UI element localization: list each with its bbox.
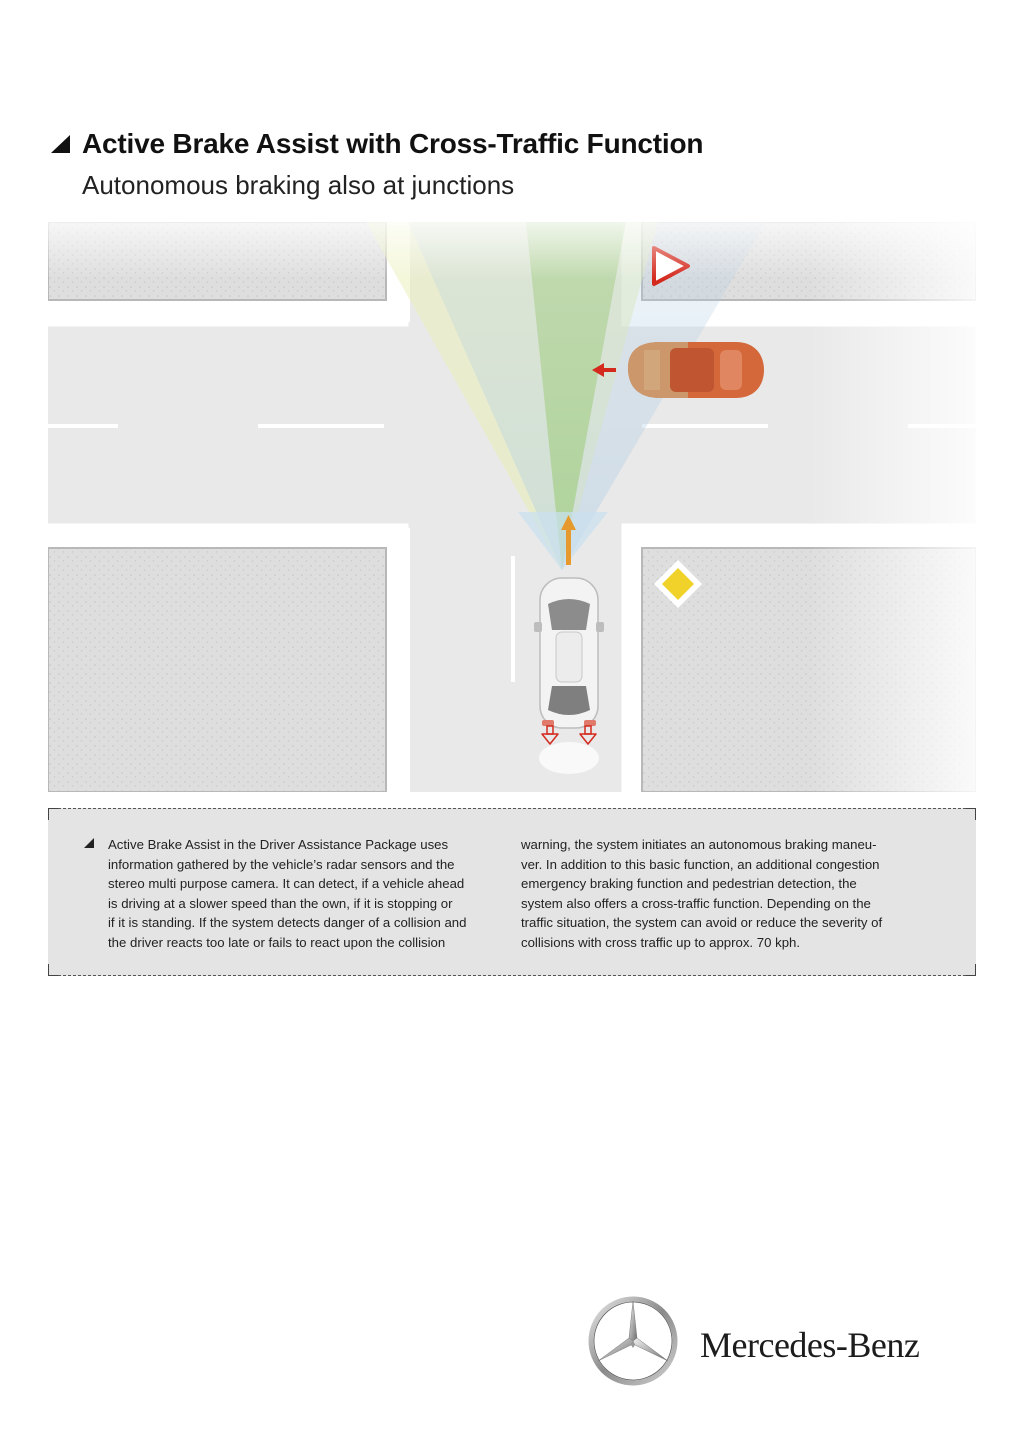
text-line: information gathered by the vehicle’s radar sensors and the [108, 856, 455, 872]
text-line: emergency braking function and pedestrian detection, the [521, 876, 857, 892]
corner-mark [966, 964, 976, 976]
corner-mark [48, 808, 58, 820]
title-triangle-icon [50, 134, 70, 154]
page-subtitle: Autonomous braking also at junctions [82, 170, 515, 200]
corner-mark [966, 808, 976, 820]
text-line: the driver reacts too late or fails to react upon the collision [108, 934, 446, 950]
description-box [48, 808, 976, 976]
text-line: traffic situation, the system can avoid or reduce the severity of [521, 915, 883, 931]
page-header [50, 128, 980, 200]
description-column-1 [108, 835, 500, 953]
text-line: is driving at a slower speed than the own, if it is stopping or [108, 895, 453, 911]
text-line: collisions with cross traffic up to approx. 70 kph. [521, 934, 801, 950]
description-column-2 [521, 835, 931, 953]
brand-logo [588, 1296, 948, 1386]
text-line: system also offers a cross-traffic function. Depending on the [521, 895, 871, 911]
text-line: if it is standing. If the system detects danger of a collision and [108, 915, 467, 931]
title-row [50, 128, 980, 160]
top-fade [48, 222, 976, 792]
box-dashed-bottom [48, 975, 976, 976]
junction-illustration [48, 222, 976, 792]
corner-mark [48, 964, 58, 976]
text-line: warning, the system initiates an autonomous braking maneu- [521, 837, 877, 852]
three-pointed-star-icon [588, 1296, 678, 1386]
text-line: ver. In addition to this basic function, an additional congestion [521, 856, 880, 872]
box-dashed-top [48, 808, 976, 809]
bullet-triangle-icon [84, 838, 94, 848]
text-line: Active Brake Assist in the Driver Assistance Package uses [108, 837, 449, 852]
text-line: stereo multi purpose camera. It can detect, if a vehicle ahead [108, 876, 465, 892]
page-title: Active Brake Assist with Cross-Traffic Function [82, 128, 704, 159]
brand-name: Mercedes-Benz [700, 1325, 920, 1365]
junction-scene [48, 222, 976, 792]
